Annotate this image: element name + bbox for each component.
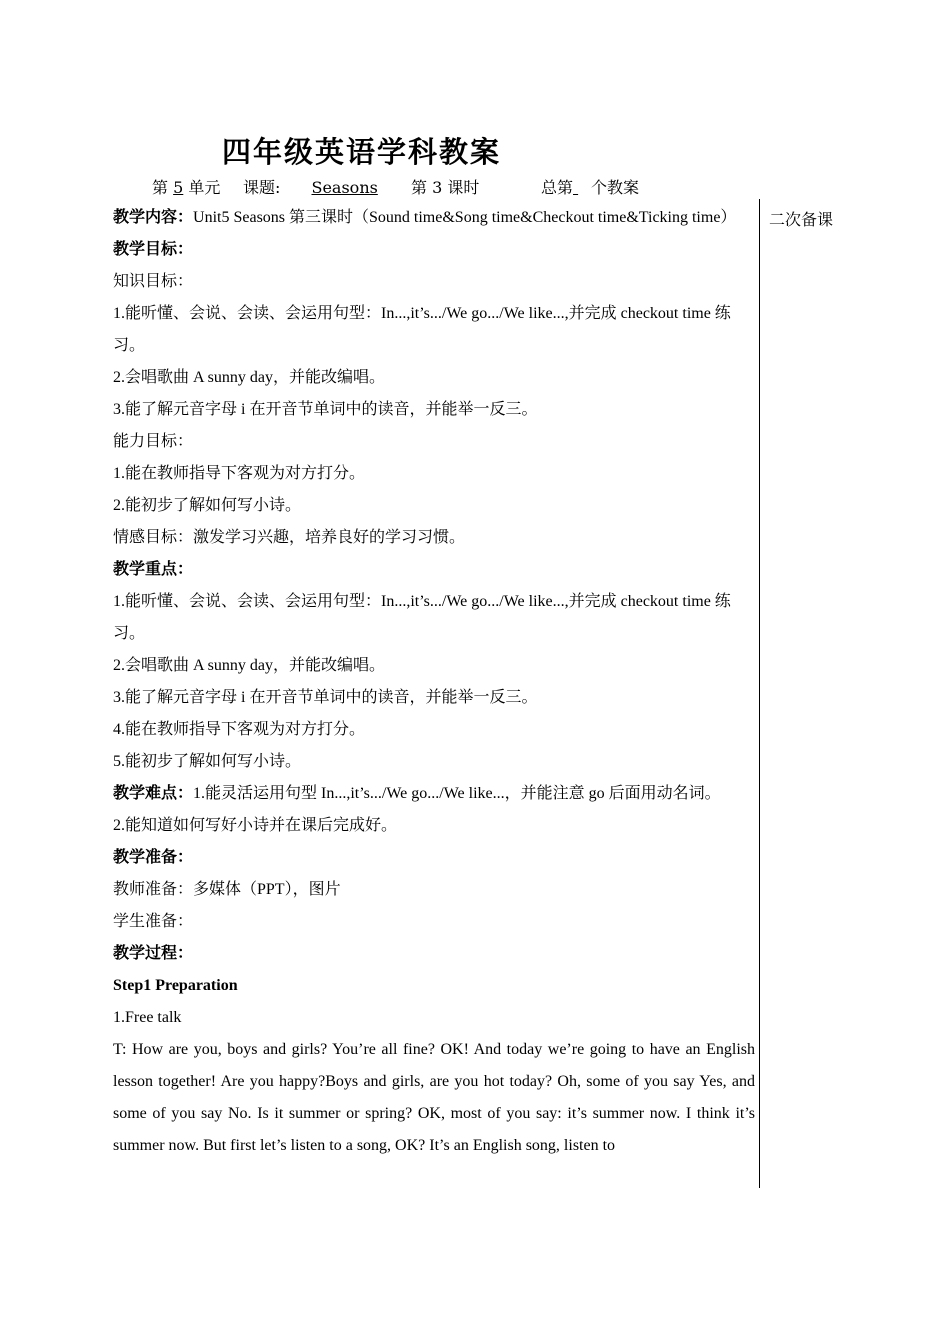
- knowledge-item: 3.能了解元音字母 i 在开音节单词中的读音，并能举一反三。: [113, 401, 538, 418]
- page-title: 四年级英语学科教案: [222, 135, 502, 169]
- ability-label: 能力目标：: [113, 433, 194, 450]
- difficulty-item: 2.能知道如何写好小诗并在课后完成好。: [113, 817, 398, 834]
- unit-suffix: 单元: [188, 178, 221, 197]
- side-note: 二次备课: [769, 210, 834, 229]
- key-point-item: 习。: [113, 625, 146, 642]
- teacher-prep: 教师准备：多媒体（PPT），图片: [113, 881, 341, 898]
- process-label: 教学过程：: [113, 945, 194, 962]
- key-point-item: 5.能初步了解如何写小诗。: [113, 753, 302, 770]
- lesson-body: [113, 202, 755, 1162]
- ability-item: 1.能在教师指导下客观为对方打分。: [113, 465, 366, 482]
- dialogue-paragraph: T: How are you, boys and girls? You’re all fine? OK! And today we’re going to have an English lesson together! Are you happy?Boys and girls, are you hot today? Oh, some of you say Yes, and some of you say No. Is it summer or spring? OK, most of you say: it’s summer now. I think it’s summer now. But first let’s listen to a song, OK? It’s an English song, listen to: [113, 1041, 755, 1154]
- teaching-content: [113, 202, 755, 234]
- knowledge-item: 1.能听懂、会说、会读、会运用句型：In...,it’s.../We go.../We like...,并完成 checkout time 练: [113, 305, 731, 322]
- knowledge-label: 知识目标：: [113, 273, 194, 290]
- topic: [243, 175, 394, 198]
- knowledge-item: 习。: [113, 337, 146, 354]
- column-divider: [759, 199, 760, 1188]
- difficulty-label: 教学难点：: [113, 785, 194, 802]
- emotion-goal: 情感目标：激发学习兴趣，培养良好的学习习惯。: [113, 529, 466, 546]
- student-prep: 学生准备：: [113, 913, 194, 930]
- unit-number: 5: [173, 178, 184, 197]
- key-point-item: 2.会唱歌曲 A sunny day，并能改编唱。: [113, 657, 386, 674]
- key-point-item: 3.能了解元音字母 i 在开音节单词中的读音，并能举一反三。: [113, 689, 538, 706]
- total-count: [541, 175, 639, 198]
- topic-label: 课题:: [243, 178, 281, 197]
- unit-info: [152, 175, 220, 198]
- objectives-label: 教学目标：: [113, 241, 194, 258]
- total-blank: [573, 178, 591, 197]
- total-suffix: 个教案: [591, 178, 640, 197]
- preparation-label: 教学准备：: [113, 849, 194, 866]
- step-heading: Step1 Preparation: [113, 977, 238, 994]
- total-prefix: 总第: [541, 178, 574, 197]
- topic-value: Seasons: [311, 178, 378, 197]
- free-talk-heading: 1.Free talk: [113, 1009, 182, 1026]
- key-point-item: 4.能在教师指导下客观为对方打分。: [113, 721, 366, 738]
- key-point-item: 1.能听懂、会说、会读、会运用句型：In...,it’s.../We go.../We like...,并完成 checkout time 练: [113, 593, 731, 610]
- ability-item: 2.能初步了解如何写小诗。: [113, 497, 302, 514]
- key-points-label: 教学重点：: [113, 561, 194, 578]
- difficulty: [113, 778, 755, 810]
- teaching-content-label: 教学内容：: [113, 209, 194, 226]
- difficulty-text: 1.能灵活运用句型 In...,it’s.../We go.../We like...，并能注意 go 后面用动名词。: [193, 785, 721, 802]
- teaching-content-text: Unit5 Seasons 第三课时（Sound time&Song time&Checkout time&Ticking time）: [193, 209, 737, 226]
- lesson-number: 第 3 课时: [411, 178, 480, 197]
- knowledge-item: 2.会唱歌曲 A sunny day，并能改编唱。: [113, 369, 386, 386]
- unit-prefix: 第: [152, 178, 169, 197]
